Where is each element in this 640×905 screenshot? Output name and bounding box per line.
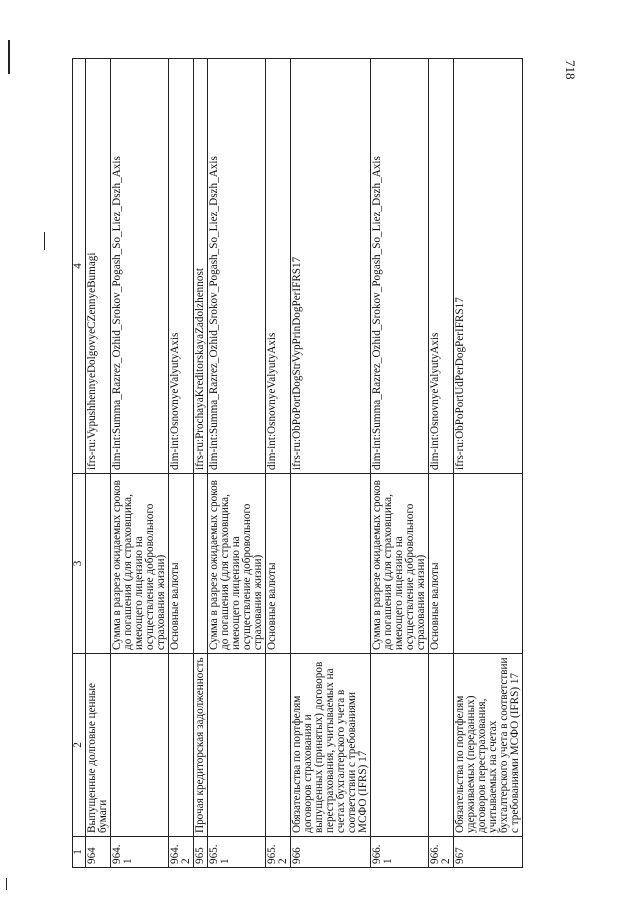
row-number: 964.1 bbox=[111, 837, 169, 868]
table-row bbox=[266, 59, 291, 868]
column-header: 1 bbox=[73, 837, 86, 868]
row-name bbox=[266, 654, 291, 837]
row-name bbox=[371, 654, 429, 837]
taxonomy-table bbox=[72, 58, 523, 868]
row-dimension bbox=[194, 474, 208, 654]
row-number: 966 bbox=[291, 837, 371, 868]
binding-mark bbox=[44, 232, 45, 250]
row-name: Обязательства по портфелям удерживаемых (переданных) договоров перестрахования, учитываемых на счетах бухгалтерского учета в соответствии с требованиями МСФО (IFRS) 17 bbox=[454, 654, 523, 837]
row-element: dim-int:OsnovnyeValyutyAxis bbox=[266, 59, 291, 474]
row-dimension: Сумма в разрезе ожидаемых сроков до погашения (для страховщика, имеющего лицензию на осуществление добровольного страхования жизни) bbox=[208, 474, 266, 654]
row-number: 967 bbox=[454, 837, 523, 868]
column-header: 3 bbox=[73, 474, 86, 654]
row-element: dim-int:Summa_Razrez_Ozhid_Srokov_Pogash_So_Liez_Dszh_Axis bbox=[111, 59, 169, 474]
table-row bbox=[291, 59, 371, 868]
row-number: 965.2 bbox=[266, 837, 291, 868]
row-name bbox=[111, 654, 169, 837]
row-element: ifrs-ru:ProchayaKreditorskayaZadolzhennost bbox=[194, 59, 208, 474]
row-dimension: Сумма в разрезе ожидаемых сроков до погашения (для страховщика, имеющего лицензию на осуществление добровольного страхования жизни) bbox=[371, 474, 429, 654]
row-name bbox=[208, 654, 266, 837]
row-dimension bbox=[291, 474, 371, 654]
table-row bbox=[208, 59, 266, 868]
row-dimension: Основные валюты bbox=[169, 474, 194, 654]
row-element: ifrs-ru:ObPoPortDogStrVypPrinDogPerIFRS17 bbox=[291, 59, 371, 474]
row-number: 964.2 bbox=[169, 837, 194, 868]
row-dimension: Основные валюты bbox=[429, 474, 454, 654]
row-name bbox=[169, 654, 194, 837]
page-number: 718 bbox=[563, 60, 578, 80]
row-number: 965 bbox=[194, 837, 208, 868]
row-element: ifrs-ru:ObPoPortUdPerDogPerIFRS17 bbox=[454, 59, 523, 474]
row-dimension: Сумма в разрезе ожидаемых сроков до погашения (для страховщика, имеющего лицензию на осуществление добровольного страхования жизни) bbox=[111, 474, 169, 654]
row-number: 966.2 bbox=[429, 837, 454, 868]
row-dimension bbox=[454, 474, 523, 654]
binding-mark bbox=[6, 878, 7, 890]
table-row bbox=[429, 59, 454, 868]
row-name: Выпущенные долговые ценные бумаги bbox=[86, 654, 111, 837]
table-row bbox=[111, 59, 169, 868]
column-header: 2 bbox=[73, 654, 86, 837]
row-number: 964 bbox=[86, 837, 111, 868]
table-row bbox=[86, 59, 111, 868]
row-element: dim-int:Summa_Razrez_Ozhid_Srokov_Pogash_So_Liez_Dszh_Axis bbox=[371, 59, 429, 474]
row-name bbox=[429, 654, 454, 837]
table-row bbox=[169, 59, 194, 868]
row-element: dim-int:OsnovnyeValyutyAxis bbox=[429, 59, 454, 474]
table-row bbox=[454, 59, 523, 868]
row-dimension bbox=[86, 474, 111, 654]
binding-mark bbox=[8, 40, 10, 74]
row-name: Прочая кредиторская задолженность bbox=[194, 654, 208, 837]
row-element: dim-int:OsnovnyeValyutyAxis bbox=[169, 59, 194, 474]
row-dimension: Основные валюты bbox=[266, 474, 291, 654]
row-element: dim-int:Summa_Razrez_Ozhid_Srokov_Pogash_So_Liez_Dszh_Axis bbox=[208, 59, 266, 474]
row-name: Обязательства по портфелям договоров страхования и выпущенных (принятых) договоров перестрахования, учитываемых на счетах бухгалтерского учета в соответствии с требованиями МСФО (IFRS) 17 bbox=[291, 654, 371, 837]
table-header-row bbox=[73, 59, 86, 868]
row-number: 965.1 bbox=[208, 837, 266, 868]
rotated-page-content bbox=[72, 58, 572, 868]
table-row bbox=[194, 59, 208, 868]
row-element: ifrs-ru:VypushhennyeDolgovyeCZennyeBumagi bbox=[86, 59, 111, 474]
column-header: 4 bbox=[73, 59, 86, 474]
table-row bbox=[371, 59, 429, 868]
row-number: 966.1 bbox=[371, 837, 429, 868]
